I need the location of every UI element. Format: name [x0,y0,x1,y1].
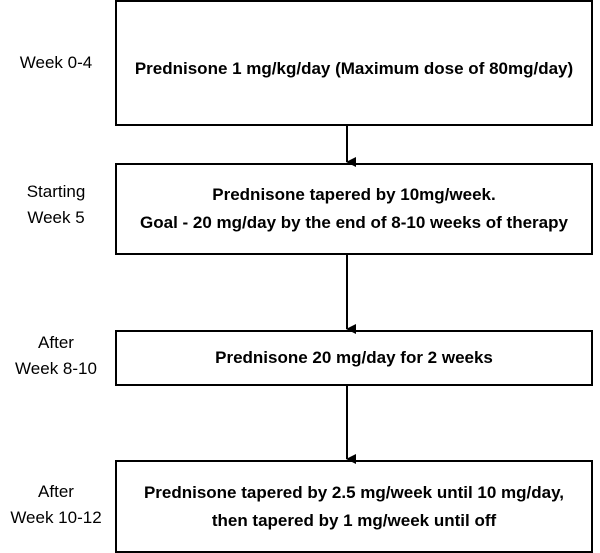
step-box-text: Prednisone 1 mg/kg/day (Maximum dose of 80mg/day) [134,59,574,78]
week-label-line: Week 5 [27,208,85,227]
step-box-text: Prednisone 20 mg/day for 2 weeks [215,348,493,367]
week-label-line: Week 0-4 [19,53,93,72]
step-box-text: Goal - 20 mg/day by the end of 8-10 weeks of therapy [140,213,568,232]
week-label-line: After [38,482,74,501]
week-label-line: After [38,333,74,352]
week-label-line: Week 8-10 [15,359,97,378]
step-box-text: Prednisone tapered by 10mg/week. [212,185,496,204]
step-box-text: then tapered by 1 mg/week until off [211,510,497,530]
step-box-text: Prednisone tapered by 2.5 mg/week until 10 mg/day, [143,482,565,502]
week-label-line: Week 10-12 [10,508,102,527]
week-label-line: Starting [26,182,86,201]
